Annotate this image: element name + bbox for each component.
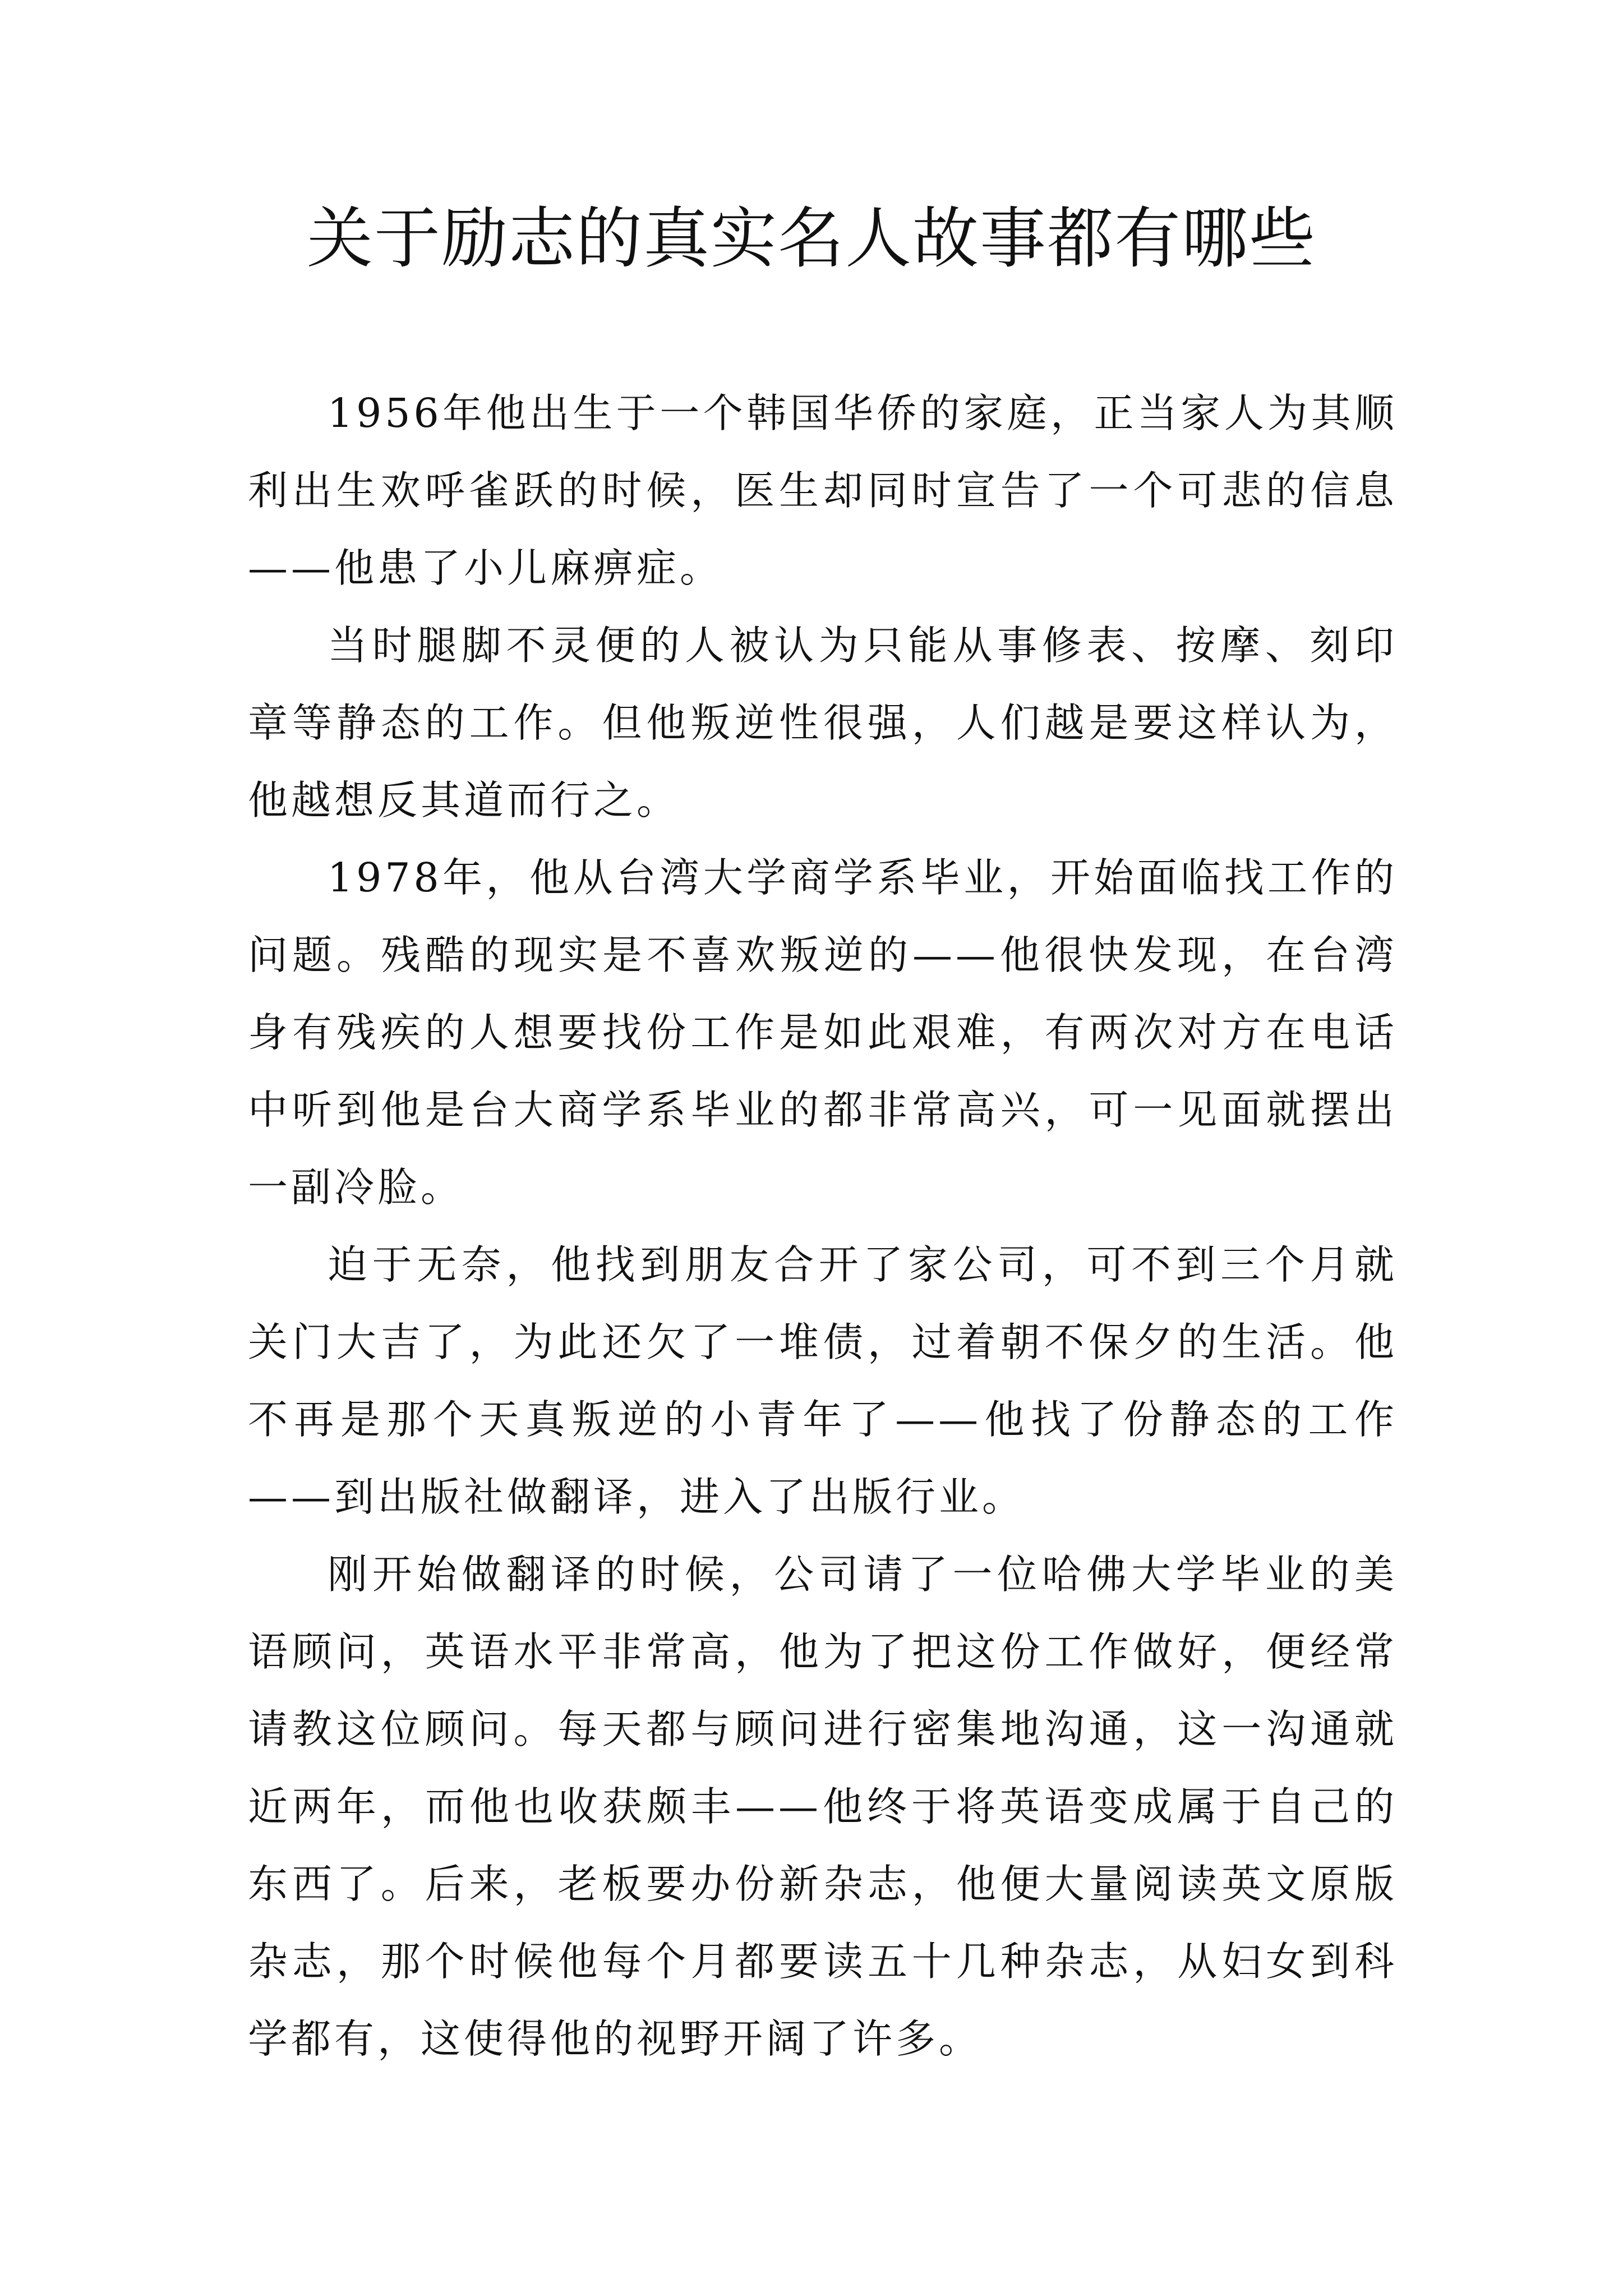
document-body bbox=[248, 375, 1398, 2078]
paragraph: 1956年他出生于一个韩国华侨的家庭，正当家人为其顺利出生欢呼雀跃的时候，医生却同时宣告了一个可悲的信息——他患了小儿麻痹症。 bbox=[248, 390, 1398, 591]
paragraph: 1978年，他从台湾大学商学系毕业，开始面临找工作的问题。残酷的现实是不喜欢叛逆的——他很快发现，在台湾身有残疾的人想要找份工作是如此艰难，有两次对方在电话中听到他是台大商学系毕业的都非常高兴，可一见面就摆出一副冷脸。 bbox=[248, 854, 1398, 1211]
document-title: 关于励志的真实名人故事都有哪些 bbox=[306, 200, 1316, 277]
paragraph: 当时腿脚不灵便的人被认为只能从事修表、按摩、刻印章等静态的工作。但他叛逆性很强，人们越是要这样认为，他越想反其道而行之。 bbox=[248, 622, 1398, 823]
paragraph: 刚开始做翻译的时候，公司请了一位哈佛大学毕业的美语顾问，英语水平非常高，他为了把这份工作做好，便经常请教这位顾问。每天都与顾问进行密集地沟通，这一沟通就近两年，而他也收获颇丰——他终于将英语变成属于自己的东西了。后来，老板要办份新杂志，他便大量阅读英文原版杂志，那个时候他每个月都要读五十几种杂志，从妇女到科学都有，这使得他的视野开阔了许多。 bbox=[248, 1551, 1398, 2062]
paragraph: 迫于无奈，他找到朋友合开了家公司，可不到三个月就关门大吉了，为此还欠了一堆债，过着朝不保夕的生活。他不再是那个天真叛逆的小青年了——他找了份静态的工作——到出版社做翻译，进入了出版行业。 bbox=[248, 1241, 1398, 1520]
